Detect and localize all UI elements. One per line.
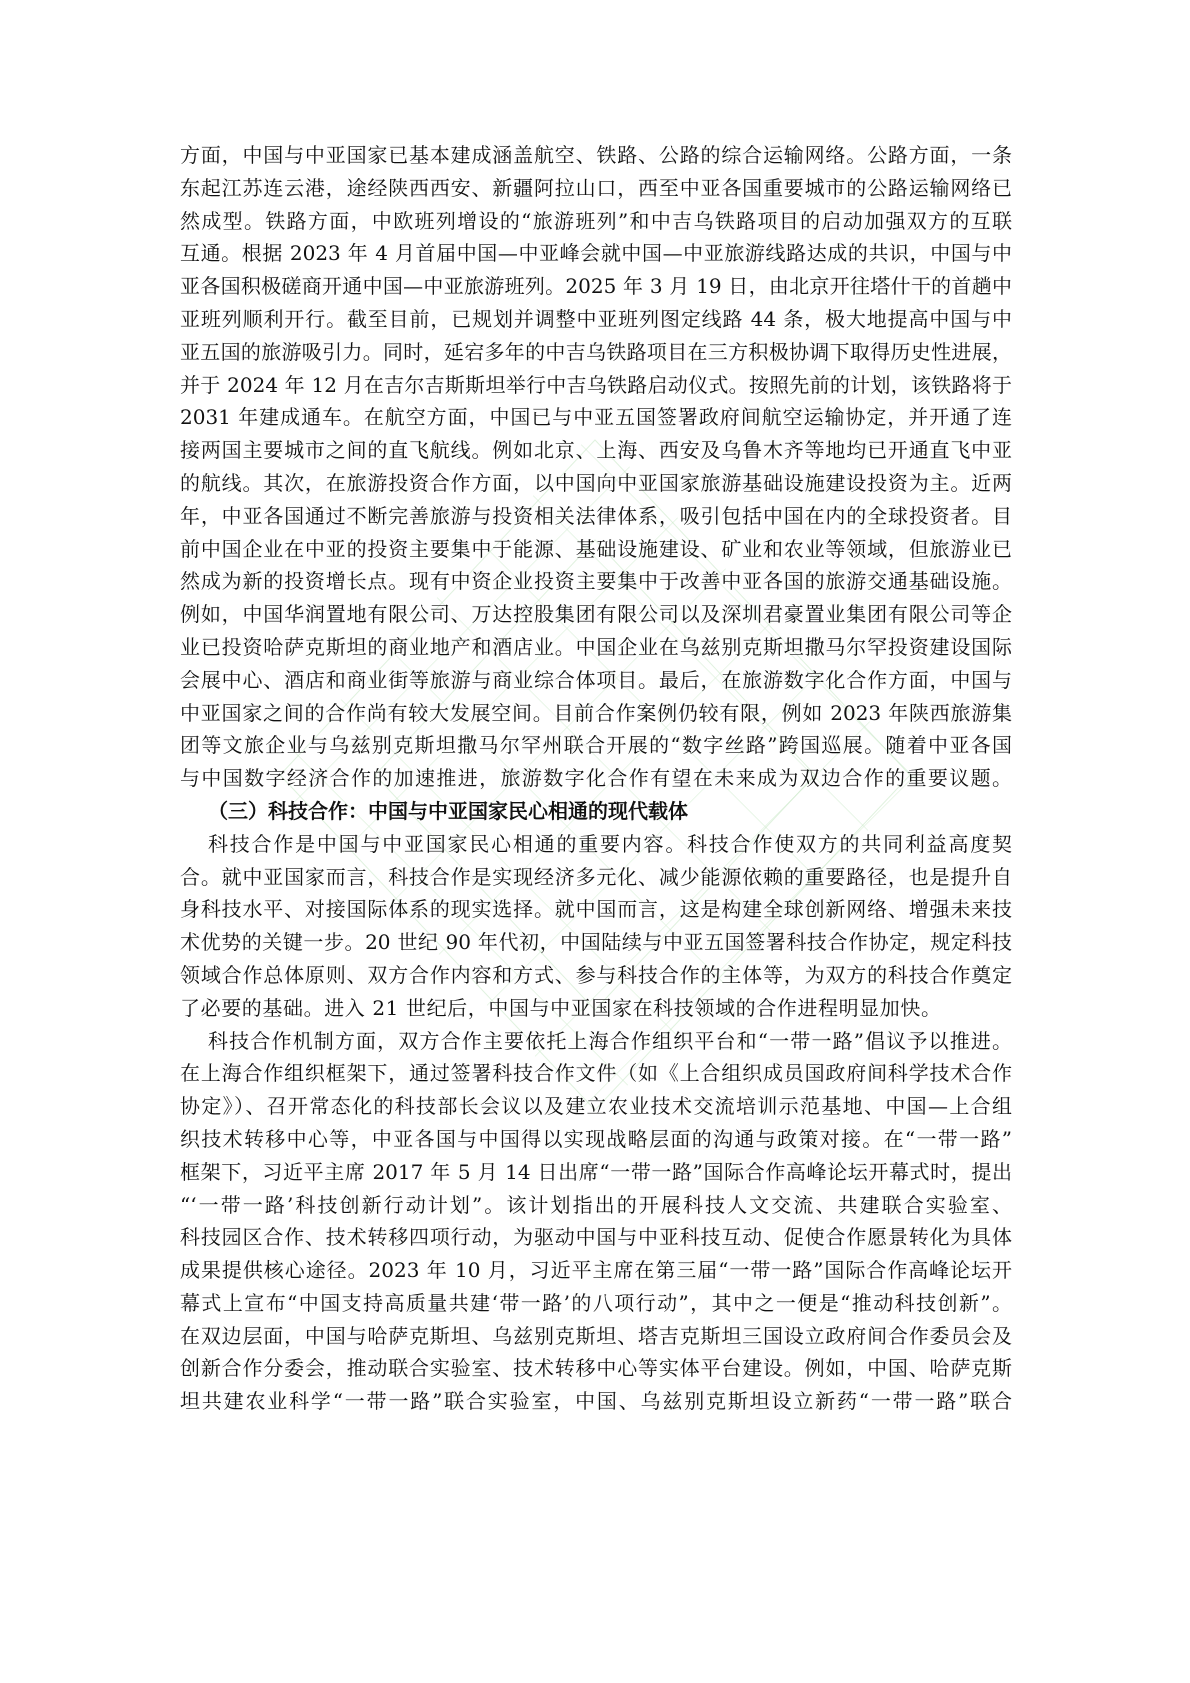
body-text-line: 然成型。铁路方面，中欧班列增设的“旅游班列”和中吉乌铁路项目的启动加强双方的互联 bbox=[180, 208, 1012, 233]
body-text-line: 中亚国家之间的合作尚有较大发展空间。目前合作案例仍较有限，例如 2023 年陕西旅游集 bbox=[180, 700, 1012, 725]
body-text-line: 会展中心、酒店和商业街等旅游与商业综合体项目。最后，在旅游数字化合作方面，中国与 bbox=[180, 667, 1012, 692]
body-text-line: 东起江苏连云港，途经陕西西安、新疆阿拉山口，西至中亚各国重要城市的公路运输网络已 bbox=[180, 175, 1012, 200]
paragraph-tourism-cooperation bbox=[180, 139, 1012, 795]
body-text-line: 在双边层面，中国与哈萨克斯坦、乌兹别克斯坦、塔吉克斯坦三国设立政府间合作委员会及 bbox=[180, 1323, 1012, 1348]
body-text-line: 年，中亚各国通过不断完善旅游与投资相关法律体系，吸引包括中国在内的全球投资者。目 bbox=[180, 503, 1012, 528]
body-text-line: 科技合作机制方面，双方合作主要依托上海合作组织平台和“一带一路”倡议予以推进。 bbox=[208, 1028, 1012, 1053]
body-text-line: 坦共建农业科学“一带一路”联合实验室，中国、乌兹别克斯坦设立新药“一带一路”联合 bbox=[180, 1389, 1012, 1414]
body-text-line: 创新合作分委会，推动联合实验室、技术转移中心等实体平台建设。例如，中国、哈萨克斯 bbox=[180, 1356, 1012, 1381]
paragraph-tech-cooperation-intro bbox=[180, 828, 1012, 1025]
body-text-line: 织技术转移中心等，中亚各国与中国得以实现战略层面的沟通与政策对接。在“一带一路” bbox=[180, 1126, 1012, 1151]
body-text-line: 例如，中国华润置地有限公司、万达控股集团有限公司以及深圳君豪置业集团有限公司等企 bbox=[180, 602, 1012, 627]
body-text-line: 科技合作是中国与中亚国家民心相通的重要内容。科技合作使双方的共同利益高度契 bbox=[208, 831, 1012, 856]
body-text-line: 团等文旅企业与乌兹别克斯坦撒马尔罕州联合开展的“数字丝路”跨国巡展。随着中亚各国 bbox=[180, 733, 1012, 758]
body-text-line: 互通。根据 2023 年 4 月首届中国—中亚峰会就中国—中亚旅游线路达成的共识，中国与中 bbox=[180, 241, 1012, 266]
body-text-line: 框架下，习近平主席 2017 年 5 月 14 日出席“一带一路”国际合作高峰论坛开幕式时，提出 bbox=[180, 1159, 1012, 1184]
body-text bbox=[180, 139, 1012, 1418]
body-text-line: 前中国企业在中亚的投资主要集中于能源、基础设施建设、矿业和农业等领域，但旅游业已 bbox=[180, 536, 1012, 561]
body-text-line: 的航线。其次，在旅游投资合作方面，以中国向中亚国家旅游基础设施建设投资为主。近两 bbox=[180, 470, 1012, 495]
body-text-line: 领域合作总体原则、双方合作内容和方式、参与科技合作的主体等，为双方的科技合作奠定 bbox=[180, 962, 1012, 987]
body-text-line: 并于 2024 年 12 月在吉尔吉斯斯坦举行中吉乌铁路启动仪式。按照先前的计划，该铁路将于 bbox=[180, 372, 1012, 397]
paragraph-tech-cooperation-mechanism bbox=[180, 1025, 1012, 1419]
body-text-line: 接两国主要城市之间的直飞航线。例如北京、上海、西安及乌鲁木齐等地均已开通直飞中亚 bbox=[180, 438, 1012, 463]
body-text-line: 与中国数字经济合作的加速推进，旅游数字化合作有望在未来成为双边合作的重要议题。 bbox=[180, 766, 1012, 791]
body-text-line: 然成为新的投资增长点。现有中资企业投资主要集中于改善中亚各国的旅游交通基础设施。 bbox=[180, 569, 1012, 594]
body-text-line: 术优势的关键一步。20 世纪 90 年代初，中国陆续与中亚五国签署科技合作协定，规定科技 bbox=[180, 930, 1012, 955]
body-text-line: 协定》）、召开常态化的科技部长会议以及建立农业技术交流培训示范基地、中国—上合组 bbox=[180, 1094, 1012, 1119]
body-text-line: 亚五国的旅游吸引力。同时，延宕多年的中吉乌铁路项目在三方积极协调下取得历史性进展， bbox=[180, 339, 1012, 364]
body-text-line: “‘一带一路’科技创新行动计划”。该计划指出的开展科技人文交流、共建联合实验室、 bbox=[180, 1192, 1012, 1217]
body-text-line: 成果提供核心途径。2023 年 10 月，习近平主席在第三届“一带一路”国际合作高峰论坛开 bbox=[180, 1258, 1012, 1283]
body-text-line: 业已投资哈萨克斯坦的商业地产和酒店业。中国企业在乌兹别克斯坦撒马尔罕投资建设国际 bbox=[180, 634, 1012, 659]
body-text-line: 了必要的基础。进入 21 世纪后，中国与中亚国家在科技领域的合作进程明显加快。 bbox=[180, 995, 942, 1020]
section-heading: （三）科技合作：中国与中亚国家民心相通的现代载体 bbox=[208, 798, 688, 823]
body-text-line: 2031 年建成通车。在航空方面，中国已与中亚五国签署政府间航空运输协定，并开通了连 bbox=[180, 405, 1012, 430]
body-text-line: 科技园区合作、技术转移四项行动，为驱动中国与中亚科技互动、促使合作愿景转化为具体 bbox=[180, 1225, 1012, 1250]
body-text-line: 幕式上宣布“中国支持高质量共建‘带一路’的八项行动”，其中之一便是“推动科技创新”。 bbox=[180, 1290, 1012, 1315]
body-text-line: 亚班列顺利开行。截至目前，已规划并调整中亚班列图定线路 44 条，极大地提高中国与中 bbox=[180, 306, 1012, 331]
body-text-line: 合。就中亚国家而言，科技合作是实现经济多元化、减少能源依赖的重要路径，也是提升自 bbox=[180, 864, 1012, 889]
body-text-line: 亚各国积极磋商开通中国—中亚旅游班列。2025 年 3 月 19 日，由北京开往塔什干的首趟中 bbox=[180, 274, 1012, 299]
body-text-line: 方面，中国与中亚国家已基本建成涵盖航空、铁路、公路的综合运输网络。公路方面，一条 bbox=[180, 143, 1012, 167]
body-text-line: 身科技水平、对接国际体系的现实选择。就中国而言，这是构建全球创新网络、增强未来技 bbox=[180, 897, 1012, 922]
body-text-line: 在上海合作组织框架下，通过签署科技合作文件（如《上合组织成员国政府间科学技术合作 bbox=[180, 1061, 1012, 1086]
